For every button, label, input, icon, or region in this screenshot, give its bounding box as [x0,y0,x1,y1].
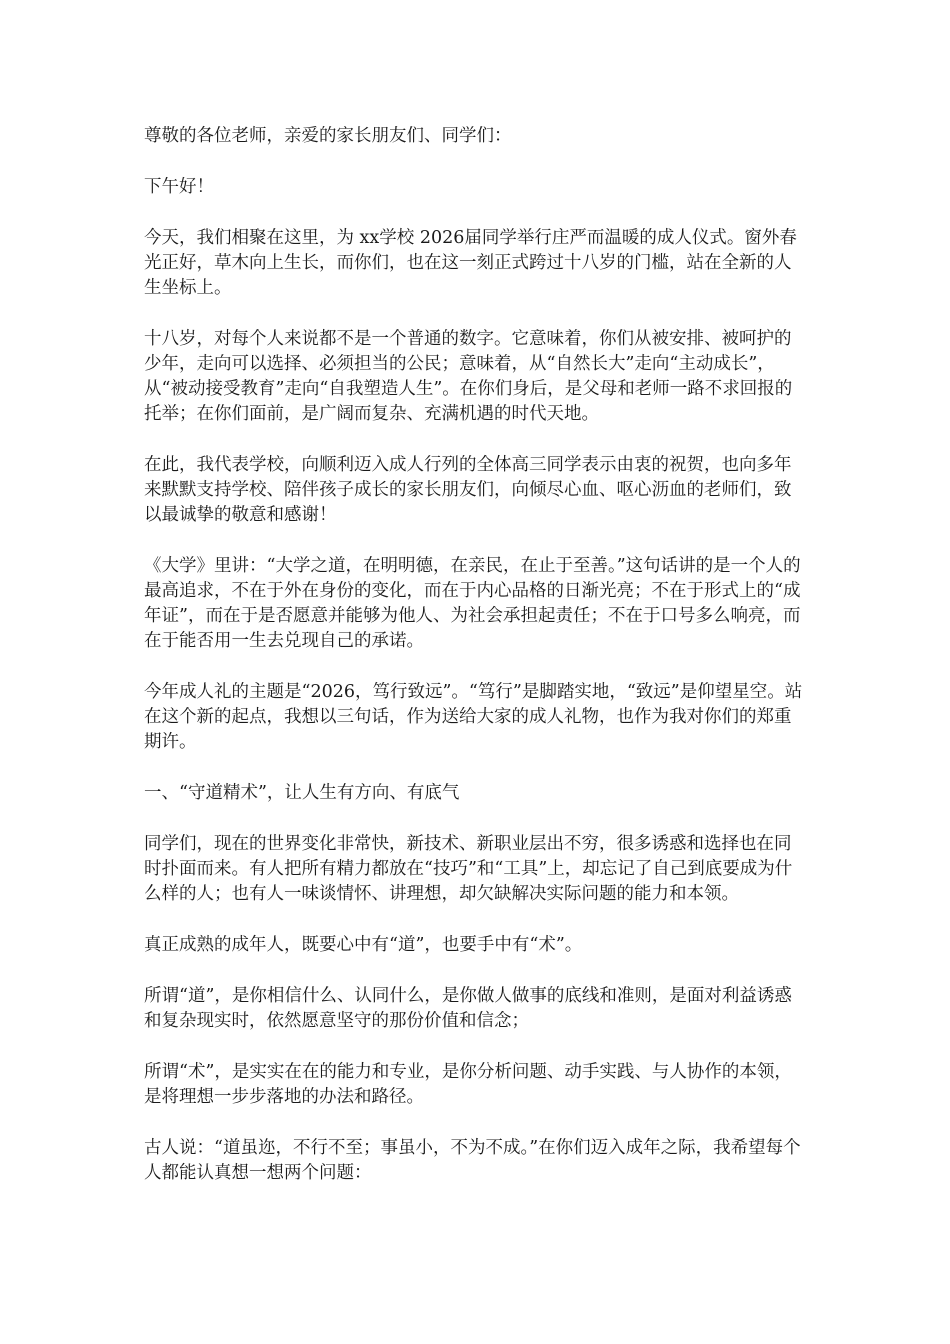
paragraph-shu-definition: 所谓“术”，是实实在在的能力和专业，是你分析问题、动手实践、与人协作的本领，是将理想一步步落地的办法和路径。 [144,1062,792,1107]
paragraph-eighteen: 十八岁，对每个人来说都不是一个普通的数字。它意味着，你们从被安排、被呵护的少年，走向可以选择、必须担当的公民；意味着，从“自然长大”走向“主动成长”，从“被动接受教育”走向“自我塑造人生”。在你们身后，是父母和老师一路不求回报的托举；在你们面前，是广阔而复杂、充满机遇的时代天地。 [144,329,793,424]
section-heading-one: 一、“守道精术”，让人生有方向、有底气 [144,783,460,803]
paragraph-ancient-saying: 古人说：“道虽迩，不行不至；事虽小，不为不成。”在你们迈入成年之际，我希望每个人都能认真想一想两个问题： [144,1138,801,1183]
paragraph-opening: 今天，我们相聚在这里，为 xx学校 2026届同学举行庄严而温暖的成人仪式。窗外春光正好，草木向上生长，而你们，也在这一刻正式跨过十八岁的门槛，站在全新的人生坐标上。 [144,228,797,298]
paragraph-world-change: 同学们，现在的世界变化非常快，新技术、新职业层出不穷，很多诱惑和选择也在同时扑面而来。有人把所有精力都放在“技巧”和“工具”上，却忘记了自己到底要成为什么样的人；也有人一味谈情怀、讲理想，却欠缺解决实际问题的能力和本领。 [144,834,793,904]
paragraph-dao-definition: 所谓“道”，是你相信什么、认同什么，是你做人做事的底线和准则，是面对利益诱惑和复杂现实时，依然愿意坚守的那份价值和信念； [144,986,792,1031]
speech-body [144,124,804,1212]
greeting: 下午好！ [144,177,214,197]
paragraph-dao-shu: 真正成熟的成年人，既要心中有“道”，也要手中有“术”。 [144,935,583,955]
paragraph-congratulations: 在此，我代表学校，向顺利迈入成人行列的全体高三同学表示由衷的祝贺，也向多年来默默支持学校、陪伴孩子成长的家长朋友们，向倾尽心血、呕心沥血的老师们，致以最诚挚的敬意和感谢！ [144,455,792,525]
paragraph-daxue-quote: 《大学》里讲：“大学之道，在明明德，在亲民，在止于至善。”这句话讲的是一个人的最高追求，不在于外在身份的变化，而在于内心品格的日渐光亮；不在于形式上的“成年证”，而在于是否愿意并能够为他人、为社会承担起责任；不在于口号多么响亮，而在于能否用一生去兑现自己的承诺。 [144,556,801,651]
salutation: 尊敬的各位老师，亲爱的家长朋友们、同学们： [144,126,512,146]
paragraph-theme: 今年成人礼的主题是“2026，笃行致远”。“笃行”是脚踏实地，“致远”是仰望星空。站在这个新的起点，我想以三句话，作为送给大家的成人礼物，也作为我对你们的郑重期许。 [144,682,803,752]
